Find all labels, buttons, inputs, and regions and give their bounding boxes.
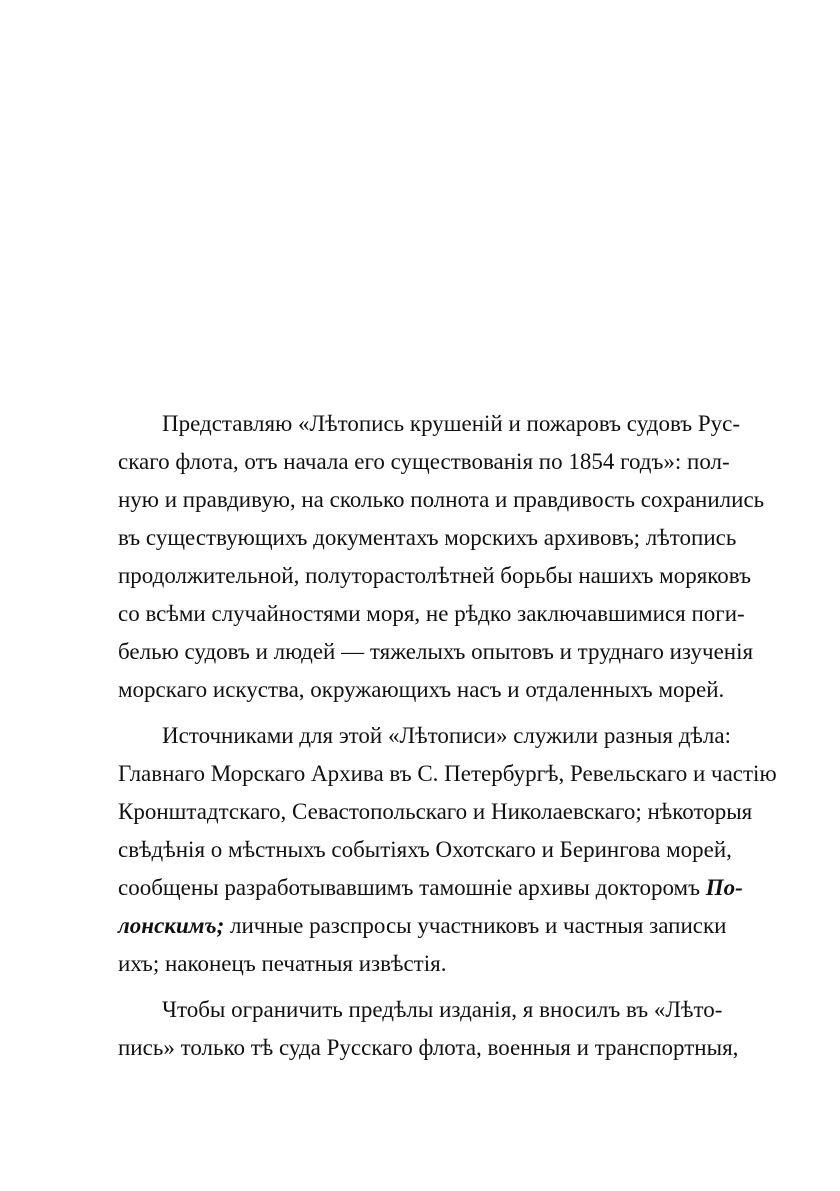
- paragraph-2: [118, 717, 777, 983]
- text-line: белью судовъ и людей — тяжелыхъ опытовъ и труднаго изученія: [118, 639, 754, 664]
- paragraph-1: [118, 405, 765, 709]
- body-text: [118, 405, 777, 1067]
- text-line: морскаго искуства, окружающихъ насъ и отдаленныхъ морей.: [118, 677, 725, 702]
- emphasized-name: лонскимъ;: [118, 913, 225, 938]
- text-line: скаго флота, отъ начала его существованія по 1854 годъ»: пол-: [118, 449, 730, 474]
- text-line: Кронштадтскаго, Севастопольскаго и Николаевскаго; нѣкоторыя: [118, 799, 753, 824]
- paragraph-gap: [118, 709, 722, 717]
- text-line: продолжительной, полуторастолѣтней борьбы нашихъ моряковъ: [118, 563, 751, 588]
- text-line: со всѣми случайностями моря, не рѣдко заключавшимися поги-: [118, 601, 745, 626]
- text-line: Представляю «Лѣтопись крушеній и пожаровъ судовъ Рус-: [162, 411, 741, 436]
- paragraph-3: [118, 991, 739, 1067]
- text-line: Источниками для этой «Лѣтописи» служили разныя дѣла:: [162, 723, 731, 748]
- emphasized-name: По-: [705, 875, 743, 900]
- text-line: ную и правдивую, на сколько полнота и правдивость сохранились: [118, 487, 765, 512]
- text-line: пись» только тѣ суда Русскаго флота, военныя и транспортныя,: [118, 1035, 739, 1060]
- text-line: свѣдѣнія о мѣстныхъ событіяхъ Охотскаго и Берингова морей,: [118, 837, 732, 862]
- text-line: ихъ; наконецъ печатныя извѣстія.: [118, 951, 447, 976]
- text-line: сообщены разработывавшимъ тамошніе архивы докторомъ По-: [118, 875, 743, 900]
- text-line: въ существующихъ документахъ морскихъ архивовъ; лѣтопись: [118, 525, 737, 550]
- text-line: Чтобы ограничить предѣлы изданія, я вносилъ въ «Лѣто-: [162, 997, 723, 1022]
- text-line: Главнаго Морскаго Архива въ С. Петербургѣ, Ревельскаго и частію: [118, 761, 777, 786]
- text-line: лонскимъ; личные разспросы участниковъ и частныя записки: [118, 913, 727, 938]
- paragraph-gap: [118, 983, 722, 991]
